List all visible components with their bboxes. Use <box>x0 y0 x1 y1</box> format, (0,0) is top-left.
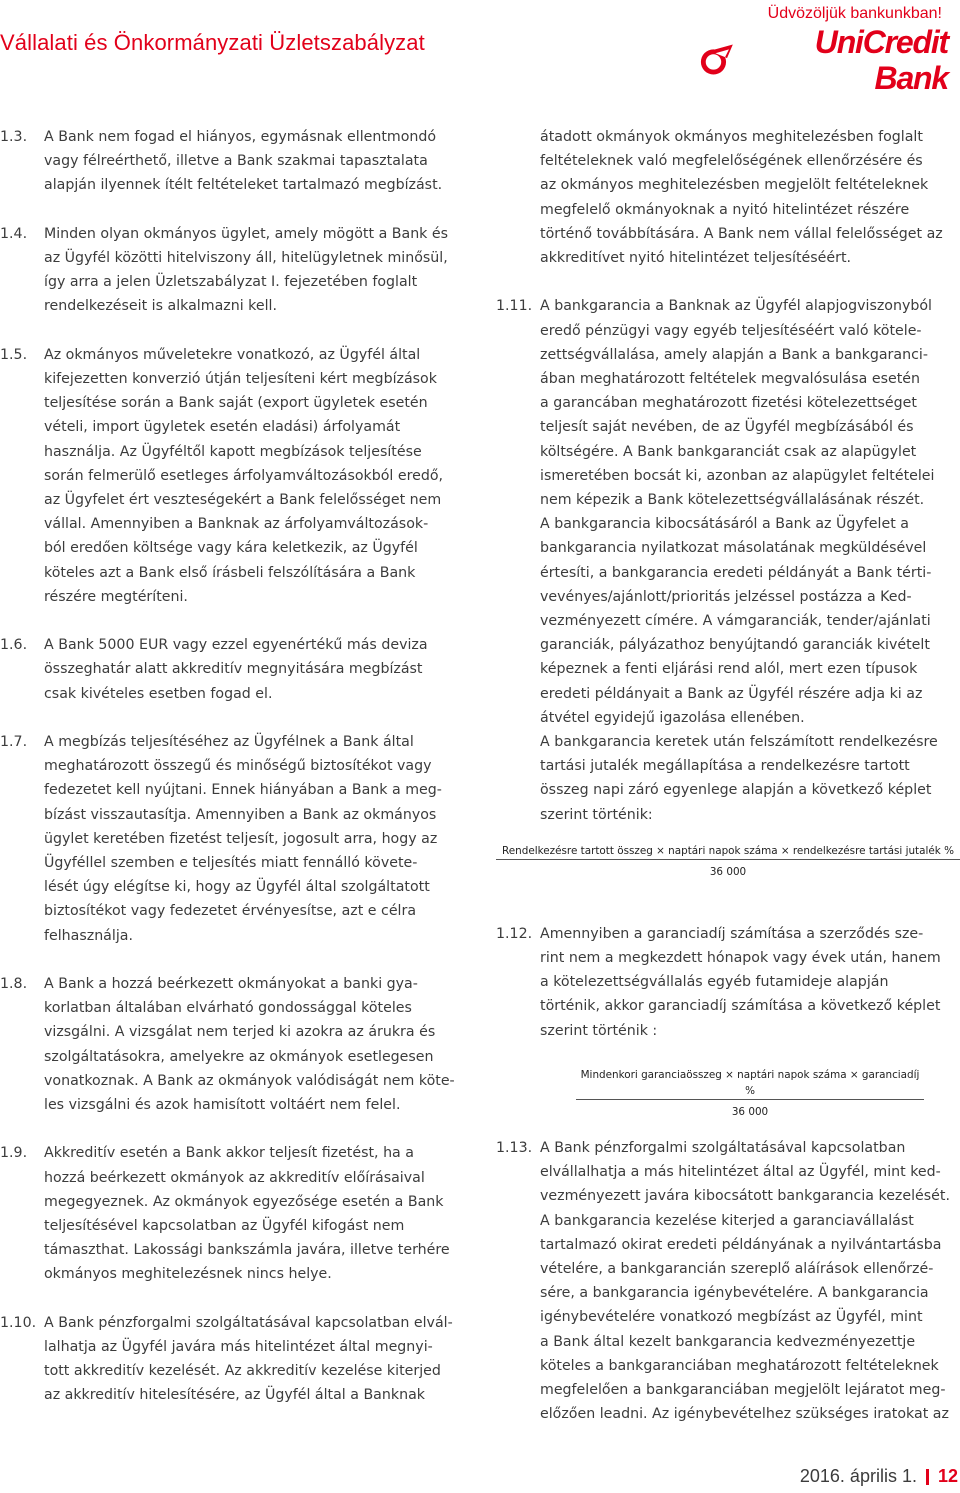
clause-text <box>44 222 470 319</box>
clause-number: 1.6. <box>0 637 28 654</box>
text-line: les vizsgálni és azok hamisított voltáért nem felel. <box>44 1097 401 1114</box>
page-number: 12 <box>937 1466 958 1486</box>
clause-1-7 <box>0 730 470 948</box>
text-line: lését úgy elégítse ki, hogy az Ügyfél által szolgáltatott <box>44 879 430 896</box>
text-line: A Bank nem fogad el hiányos, egymásnak ellentmondó <box>44 129 437 145</box>
text-line: az okmányos meghitelezésben megjelölt feltételeknek <box>540 177 929 194</box>
text-line: A bankgarancia kibocsátásáról a Bank az Ügyfelet a <box>540 516 909 533</box>
text-line: köteles a bankgaranciában meghatározott feltételeknek <box>540 1357 939 1374</box>
clause-number: 1.10. <box>0 1314 37 1331</box>
clause-1-4 <box>0 222 470 319</box>
text-line: értesíti, a bankgarancia eredeti példányát a Bank térti- <box>540 564 932 581</box>
text-line: tartási jutalék megállapítása a rendelkezésre tartott <box>540 758 910 775</box>
logo-row <box>698 24 948 96</box>
text-line: ában meghatározott feltételek megvalósulása esetén <box>540 371 921 388</box>
clause-text <box>540 1136 960 1426</box>
text-line: A Bank pénzforgalmi szolgáltatásával kapcsolatban elvál- <box>44 1314 453 1331</box>
text-line: hozzá beérkezett okmányok az akkreditív előírásaival <box>44 1169 425 1186</box>
clause-text <box>540 922 960 1043</box>
text-line: részére megtéríteni. <box>44 588 188 605</box>
text-line: A bankgarancia keretek után felszámított rendelkezésre <box>540 734 938 751</box>
bank-name: UniCredit Bank <box>814 24 948 96</box>
unicredit-arrow-icon <box>698 44 737 76</box>
text-line: csak kivételes esetben fogad el. <box>44 685 273 702</box>
text-line: átadott okmányok okmányos meghitelezésben foglalt <box>540 129 923 145</box>
text-line: rendelkezéseit is alkalmazni kell. <box>44 298 277 315</box>
text-line: előzően leadni. Az igénybevételhez szükséges iratokat az <box>540 1406 949 1423</box>
text-line: tott akkreditív kezelését. Az akkreditív kezelése kiterjed <box>44 1363 441 1380</box>
text-line: A bankgarancia kezelése kiterjed a garanciavállalást <box>540 1212 914 1229</box>
clause-1-5 <box>0 343 470 609</box>
text-line: ügylet keretében fizetést teljesít, jogosult arra, hogy az <box>44 830 438 847</box>
clause-number: 1.11. <box>496 298 533 315</box>
text-line: teljesít saját nevében, de az Ügyfél megbízásából és <box>540 419 914 436</box>
clause-1-12 <box>496 922 960 1043</box>
text-line: vételére, a bankgarancián szereplő aláírások ellenőrzé- <box>540 1260 934 1277</box>
text-line: elvállalhatja a más hitelintézet által az Ügyfél, mint ked- <box>540 1164 941 1181</box>
text-line: vezményezett címére. A vámgaranciák, tender/ajánlati <box>540 613 931 630</box>
formula-numerator: Mindenkori garanciaösszeg × naptári napok száma × garanciadíj % <box>576 1067 924 1100</box>
continuation-paragraph <box>496 125 960 270</box>
clause-text <box>540 294 960 826</box>
text-line: átvétel egyidejű igazolása ellenében. <box>540 709 805 726</box>
text-line: megfelelően a bankgaranciában megjelölt lejáratot meg- <box>540 1381 946 1398</box>
clause-number: 1.7. <box>0 734 28 751</box>
text-line: Amennyiben a garanciadíj számítása a szerződés sze- <box>540 925 924 942</box>
text-line: A megbízás teljesítéséhez az Ügyfélnek a Bank által <box>44 734 414 751</box>
text-line: vagy félreérthető, illetve a Bank szakmai tapasztalata <box>44 153 428 170</box>
text-line: alapján ilyennek ítélt feltételeket tartalmazó megbízást. <box>44 177 443 194</box>
clause-number: 1.4. <box>0 225 28 242</box>
clause-1-8 <box>0 972 470 1117</box>
clause-1-11 <box>496 294 960 826</box>
text-line: korlatban általában elvárható gondossággal köteles <box>44 1000 412 1017</box>
text-line: köteles azt a Bank első írásbeli felszólítására a Bank <box>44 564 416 581</box>
clause-1-9 <box>0 1141 470 1286</box>
text-line: rint nem a megkezdett hónapok vagy évek után, hanem <box>540 950 941 967</box>
clause-1-6 <box>0 633 470 706</box>
text-line: feltételeknek való megfelelőségének ellenőrzésére és <box>540 153 923 170</box>
text-line: a garancában meghatározott fizetési kötelezettséget <box>540 395 917 412</box>
clause-1-10 <box>0 1311 470 1408</box>
clause-number: 1.12. <box>496 925 533 942</box>
text-line: megegyeznek. Az okmányok egyezősége esetén a Bank <box>44 1193 444 1210</box>
clause-text <box>44 1141 470 1286</box>
text-line: megfelelő okmányoknak a nyitó hitelintézet részére <box>540 201 910 218</box>
text-line: összeghatár alatt akkreditív megnyitására megbízást <box>44 661 423 678</box>
text-line: bízást visszautasítja. Amennyiben a Bank az okmányos <box>44 806 437 823</box>
text-line: történő továbbítására. A Bank nem vállal felelősséget az <box>540 225 943 242</box>
clause-text <box>44 972 470 1117</box>
right-column <box>496 125 960 1426</box>
text-line: ismeretében bocsát ki, azonban az alapügylet feltételei <box>540 467 935 484</box>
text-line: A Bank pénzforgalmi szolgáltatásával kapcsolatban <box>540 1139 906 1156</box>
text-line: bankgarancia nyilatkozat másolatának megküldésével <box>540 540 927 557</box>
text-line: zettségvállalása, amely alapján a Bank a bankgaranci- <box>540 346 928 363</box>
clause-number: 1.9. <box>0 1145 28 1162</box>
footer-date: 2016. április 1. <box>799 1466 917 1486</box>
text-line: vonatkoznak. A Bank az okmányok valódiságát nem köte- <box>44 1072 455 1089</box>
text-line: lalhatja az Ügyfél javára más hitelintézet által megnyi- <box>44 1339 433 1356</box>
text-line: akkreditívet nyitó hitelintézet teljesítéséért. <box>540 250 852 267</box>
text-line: vevényes/ajánlott/prioritás jelzéssel postázza a Ked- <box>540 588 912 605</box>
text-line: fedezetet kell nyújtani. Ennek hiányában a Bank a meg- <box>44 782 442 799</box>
text-line: A Bank a hozzá beérkezett okmányokat a banki gya- <box>44 976 418 993</box>
bank-logo <box>698 4 948 96</box>
text-line: tartalmazó okirat eredeti példányának a nyilvántartásba <box>540 1236 942 1253</box>
text-line: eredeti példányait a Bank az Ügyfél részére adja ki az <box>540 685 923 702</box>
text-line: A bankgarancia a Banknak az Ügyfél alapjogviszonyból <box>540 298 932 315</box>
formula-guarantee-fee <box>496 1067 960 1120</box>
text-line: során felmerülő esetleges árfolyamváltozásokból eredő, <box>44 467 444 484</box>
formula-commitment-fee <box>496 843 960 880</box>
clause-1-3 <box>0 125 470 198</box>
text-line: összeg napi záró egyenlege alapján a következő képlet <box>540 782 932 799</box>
text-line: kifejezetten konverzió útján teljesíteni kért megbízások <box>44 371 437 387</box>
text-line: képeznek a fenti eljárási rend alól, mert ezen típusok <box>540 661 918 678</box>
text-line: támaszthat. Lakossági bankszámla javára, illetve terhére <box>44 1242 450 1259</box>
text-line: szolgáltatásokra, amelyekre az okmányok esetlegesen <box>44 1048 434 1065</box>
text-line: igénybevételére vonatkozó megbízást az Ügyfél, mint <box>540 1309 923 1326</box>
text-line: az akkreditív hitelesítésére, az Ügyfél által a Banknak <box>44 1387 425 1404</box>
text-line: teljesítése során a Bank saját (export ügyletek esetén <box>44 395 428 412</box>
formula-denominator: 36 000 <box>709 865 747 878</box>
document-title: Vállalati és Önkormányzati Üzletszabályzat <box>0 30 425 55</box>
formula-numerator: Rendelkezésre tartott összeg × naptári napok száma × rendelkezésre tartási jutalék % <box>496 843 960 860</box>
text-line: nem képezik a Bank kötelezettségvállalásának részét. <box>540 492 925 509</box>
text-line: okmányos meghitelezésnek nincs helye. <box>44 1266 332 1283</box>
clause-text <box>44 125 470 198</box>
text-line: az Ügyfél közötti hitelviszony áll, hitelügyletnek minősül, <box>44 250 448 266</box>
text-line: az Ügyfelet ért veszteségekért a Bank felelősséget nem <box>44 492 442 509</box>
clause-text <box>44 343 470 609</box>
left-column <box>0 125 470 1408</box>
text-line: vételi, import ügyletek esetén eladási) árfolyamát <box>44 419 401 436</box>
text-line: Minden olyan okmányos ügylet, amely mögött a Bank és <box>44 225 449 242</box>
text-line: Akkreditív esetén a Bank akkor teljesít fizetést, ha a <box>44 1145 414 1162</box>
text-line: meghatározott összegű és minőségű biztosítékot vagy <box>44 758 432 775</box>
clause-number: 1.13. <box>496 1139 533 1156</box>
text-line: garanciák, pályázathoz benyújtandó garanciák kivételt <box>540 637 930 654</box>
text-line: Az okmányos műveletekre vonatkozó, az Ügyfél által <box>44 346 421 363</box>
text-line: teljesítésével kapcsolatban az Ügyfél kifogást nem <box>44 1218 405 1235</box>
text-line: eredő pénzügyi vagy egyéb teljesítéséért való kötele- <box>540 322 922 339</box>
text-line: sére, a bankgarancia igénybevételére. A bankgarancia <box>540 1285 929 1302</box>
welcome-tagline: Üdvözöljük bankunkban! <box>767 5 942 22</box>
text-line: vizsgálni. A vizsgálat nem terjed ki azokra az árukra és <box>44 1024 436 1041</box>
formula-denominator: 36 000 <box>731 1105 769 1118</box>
text-line: Ügyféllel szemben e teljesítés miatt fennálló követe- <box>44 855 418 872</box>
footer-divider <box>926 1469 929 1485</box>
text-line: így arra a jelen Üzletszabályzat I. fejezetében foglalt <box>44 274 418 291</box>
text-line: ból eredően költsége vagy kára keletkezik, az Ügyfél <box>44 540 418 557</box>
text-line: vállal. Amennyiben a Banknak az árfolyamváltozások- <box>44 516 429 533</box>
clause-number: 1.8. <box>0 976 28 993</box>
text-line: a Bank által kezelt bankgarancia kedvezményezettje <box>540 1333 916 1350</box>
text-line: vezményezett javára kibocsátott bankgarancia kezelését. <box>540 1188 950 1205</box>
clause-text <box>44 633 470 706</box>
clause-text <box>44 730 470 948</box>
page-footer <box>800 1466 958 1487</box>
text-line: biztosítékot vagy fedezetet érvényesítse, azt e célra <box>44 903 417 920</box>
text-line: a kötelezettségvállalás egyéb futamideje alapján <box>540 974 889 991</box>
text-line: felhasználja. <box>44 927 133 944</box>
text-line: A Bank 5000 EUR vagy ezzel egyenértékű más deviza <box>44 637 428 654</box>
clause-1-13 <box>496 1136 960 1426</box>
text-line: költségére. A Bank bankgaranciát csak az alapügylet <box>540 443 917 460</box>
text-line: történik, akkor garanciadíj számítása a következő képlet <box>540 998 941 1015</box>
text-line: szerint történik : <box>540 1022 658 1039</box>
text-line: használja. Az Ügyféltől kapott megbízások teljesítése <box>44 443 422 460</box>
text-line: szerint történik: <box>540 806 653 823</box>
clause-text <box>44 1311 470 1408</box>
clause-number: 1.3. <box>0 129 28 145</box>
clause-number: 1.5. <box>0 346 28 363</box>
